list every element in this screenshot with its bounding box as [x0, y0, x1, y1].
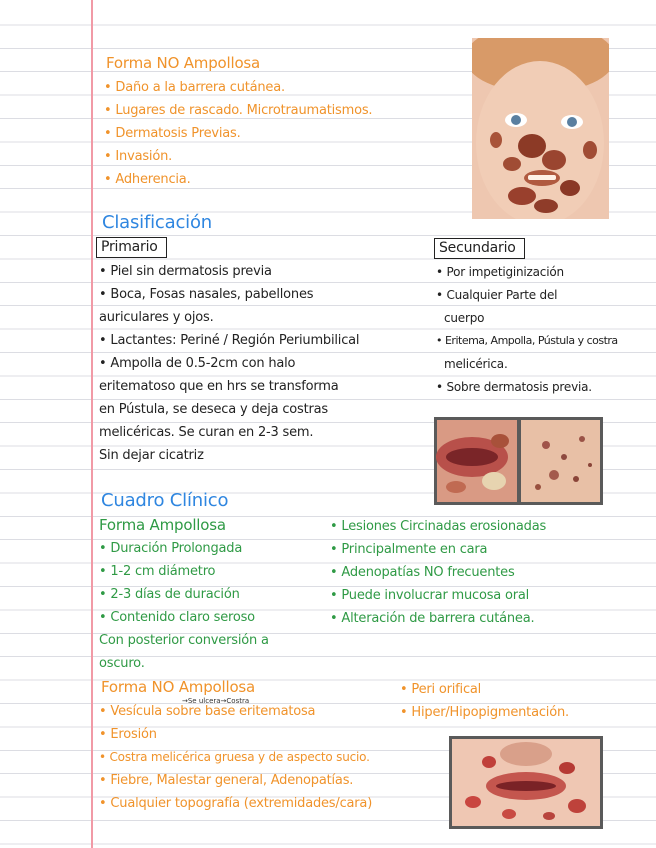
list-item: • Adherencia. — [104, 172, 191, 187]
list-item: • Daño a la barrera cutánea. — [104, 80, 285, 95]
text-line: • Piel sin dermatosis previa — [99, 264, 272, 279]
label-secundario: Secundario — [434, 238, 525, 259]
text-line: • Hiper/Hipopigmentación. — [400, 705, 569, 720]
text-line: • Alteración de barrera cutánea. — [330, 611, 535, 626]
child-face-photo — [472, 38, 609, 219]
text-line: melicéricas. Se curan en 2-3 sem. — [99, 425, 314, 440]
text-line: • Puede involucrar mucosa oral — [330, 588, 530, 603]
heading-forma-no-ampollosa: Forma NO Ampollosa — [106, 54, 261, 72]
text-line: en Pústula, se deseca y deja costras — [99, 402, 328, 417]
text-line: auriculares y ojos. — [99, 310, 214, 325]
text-line: • Cualquier topografía (extremidades/cara) — [99, 796, 373, 811]
heading-forma-no-ampollosa-2: Forma NO Ampollosa — [101, 678, 256, 696]
text-line: oscuro. — [99, 656, 145, 671]
text-line: • Fiebre, Malestar general, Adenopatías. — [99, 773, 354, 788]
text-line: Con posterior conversión a — [99, 633, 269, 648]
text-line: • Cualquier Parte del — [436, 288, 558, 302]
text-line: • Principalmente en cara — [330, 542, 488, 557]
list-item: • Dermatosis Previas. — [104, 126, 241, 141]
text-line: • 1-2 cm diámetro — [99, 564, 216, 579]
label-primario: Primario — [96, 237, 167, 258]
heading-clasificacion: Clasificación — [102, 212, 212, 233]
text-line: • Duración Prolongada — [99, 541, 243, 556]
text-line: • Boca, Fosas nasales, pabellones — [99, 287, 314, 302]
text-line: • Vesícula sobre base eritematosa — [99, 704, 316, 719]
annotation-note: →Se ulcera→Costra — [182, 697, 250, 705]
heading-forma-ampollosa: Forma Ampollosa — [99, 516, 226, 534]
text-line: Sin dejar cicatriz — [99, 448, 204, 463]
text-line: • Ampolla de 0.5-2cm con halo — [99, 356, 296, 371]
text-line: cuerpo — [444, 311, 485, 325]
text-line: eritematoso que en hrs se transforma — [99, 379, 339, 394]
text-line: • Lesiones Circinadas erosionadas — [330, 519, 547, 534]
text-line: • Erosión — [99, 727, 157, 742]
text-line: • Eritema, Ampolla, Pústula y costra — [436, 334, 618, 347]
list-item: • Invasión. — [104, 149, 173, 164]
text-line: • Costra melicérica gruesa y de aspecto sucio. — [99, 750, 370, 764]
text-line: • Contenido claro seroso — [99, 610, 255, 625]
text-line: • Peri orifical — [400, 682, 482, 697]
lesion-photos-frame — [434, 417, 603, 505]
text-line: • Lactantes: Periné / Región Periumbilical — [99, 333, 360, 348]
list-item: • Lugares de rascado. Microtraumatismos. — [104, 103, 373, 118]
text-line: • Adenopatías NO frecuentes — [330, 565, 515, 580]
heading-cuadro-clinico: Cuadro Clínico — [101, 490, 229, 511]
text-line: • Sobre dermatosis previa. — [436, 380, 592, 394]
text-line: melicérica. — [444, 357, 508, 371]
mouth-lesion-photo — [449, 736, 603, 829]
text-line: • Por impetiginización — [436, 265, 564, 279]
margin-line — [91, 0, 93, 848]
text-line: • 2-3 días de duración — [99, 587, 240, 602]
lesion-photos — [434, 417, 603, 505]
